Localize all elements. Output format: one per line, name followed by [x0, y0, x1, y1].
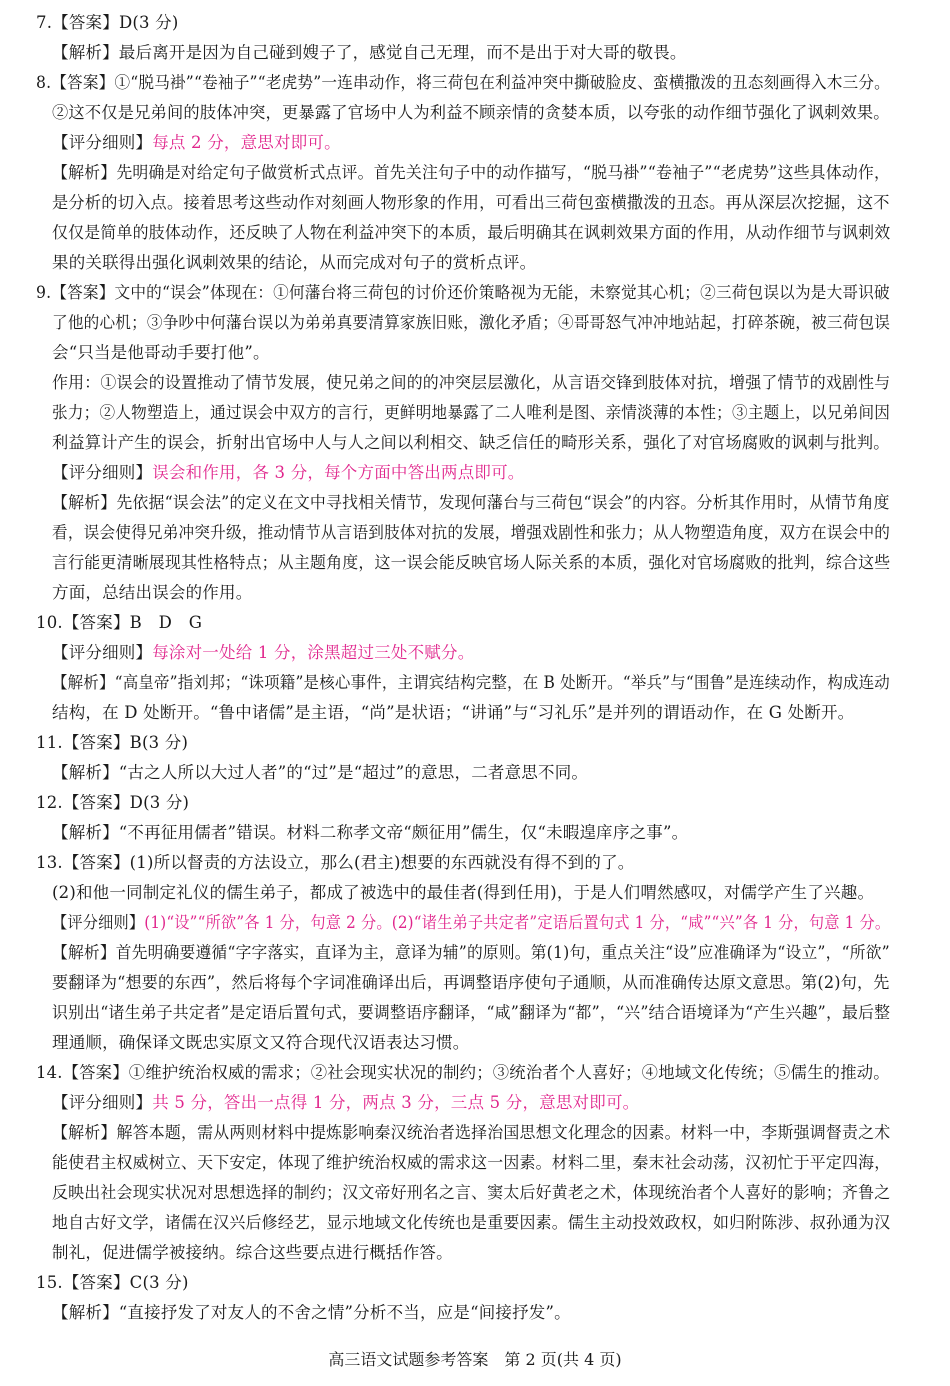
line-text: 【解析】“不再征用儒者”错误。材料二称孝文帝“颇征用”儒生，仅“未暇遑庠序之事”。	[52, 823, 689, 842]
line-text: 9.【答案】文中的“误会”体现在：①何藩台将三荷包的讨价还价策略视为无能，未察觉其心机；②三荷包误以为是大哥识破	[36, 283, 890, 302]
text-line	[52, 821, 688, 845]
text-line	[36, 1271, 189, 1295]
text-line	[36, 791, 189, 815]
line-text: 【评分细则】	[52, 133, 153, 152]
scoring-rule: 共 5 分，答出一点得 1 分，两点 3 分，三点 5 分，意思对即可。	[152, 1093, 640, 1112]
text-line	[52, 401, 890, 425]
line-text: 8.【答案】①“脱马褂”“卷袖子”“老虎势”一连串动作，将三荷包在利益冲突中撕破脸皮、蛮横撒泼的丑态刻画得入木三分。	[36, 73, 890, 92]
line-text: 11.【答案】B(3 分)	[36, 733, 189, 752]
text-line	[52, 761, 588, 785]
text-line	[52, 1001, 890, 1025]
text-line	[52, 881, 874, 905]
line-text: 【解析】先依据“误会法”的定义在文中寻找相关情节，发现何藩台与三荷包“误会”的内容。分析其作用时，从情节角度	[52, 493, 890, 512]
text-line	[52, 581, 252, 605]
text-line	[52, 1121, 890, 1145]
line-text: 制礼，促进儒学被接纳。综合这些要点进行概括作答。	[52, 1243, 453, 1262]
text-line	[52, 1301, 571, 1325]
scoring-rule: 每涂对一处给 1 分，涂黑超过三处不赋分。	[152, 643, 475, 662]
line-text: 能使君主权威树立、天下安定，体现了维护统治权威的需求这一因素。材料二里，秦末社会动荡，汉初忙于平定四海，	[52, 1153, 891, 1172]
text-line	[52, 671, 890, 695]
line-text: 地自古好文学，诸儒在汉兴后修经艺，显示地域文化传统也是重要因素。儒生主动投效政权，如归附陈涉、叔孙通为汉	[52, 1213, 891, 1232]
text-line	[52, 551, 890, 575]
line-text: 【解析】解答本题，需从两则材料中提炼影响秦汉统治者选择治国思想文化理念的因素。材料一中，李斯强调督责之术	[52, 1123, 891, 1142]
line-text: 【解析】“高皇帝”指刘邦；“诛项籍”是核心事件，主谓宾结构完整，在 B 处断开。“举兵”与“围鲁”是连续动作，构成连动	[52, 673, 890, 692]
scoring-rule: 每点 2 分，意思对即可。	[152, 133, 341, 152]
text-line	[52, 101, 890, 125]
line-text: 【评分细则】	[52, 643, 153, 662]
line-text: 【评分细则】	[52, 913, 145, 932]
line-text: 结构，在 D 处断开。“鲁中诸儒”是主语，“尚”是状语；“讲诵”与“习礼乐”是并列的谓语动作，在 G 处断开。	[52, 703, 855, 722]
line-text: 【解析】最后离开是因为自己碰到嫂子了，感觉自己无理，而不是出于对大哥的敬畏。	[52, 43, 687, 62]
line-text: 13.【答案】(1)所以督责的方法设立，那么(君主)想要的东西就没有得不到的了。	[36, 853, 635, 872]
line-text: 看，误会使得兄弟冲突升级，推动情节从言语到肢体对抗的发展，增强戏剧性和张力；从人物塑造角度，双方在误会中的	[52, 523, 891, 542]
text-line	[52, 191, 890, 215]
line-text: 言行能更清晰展现其性格特点；从主题角度，这一误会能反映官场人际关系的本质，强化对官场腐败的批判，综合这些	[52, 553, 891, 572]
scoring-rule: (1)“设”“所欲”各 1 分，句意 2 分。(2)“诸生弟子共定者”定语后置句式 1 分，“咸”“兴”各 1 分，句意 1 分。	[144, 913, 891, 932]
text-line	[52, 431, 890, 455]
text-line	[52, 941, 890, 965]
line-text: 了他的心机；③争吵中何藩台误以为弟弟真要清算家族旧账，激化矛盾；④哥哥怒气冲冲地站起，打碎茶碗，被三荷包误	[52, 313, 891, 332]
line-text: 【解析】首先明确要遵循“字字落实，直译为主，意译为辅”的原则。第(1)句，重点关注“设”应准确译为“设立”，“所欲”	[52, 943, 890, 962]
line-text: 反映出社会现实状况对思想选择的制约；汉文帝好刑名之言、窦太后好黄老之术，体现统治者个人喜好的影响；齐鲁之	[52, 1183, 891, 1202]
line-text: 识别出“诸生弟子共定者”是定语后置句式，要调整语序翻译，“咸”翻译为“都”，“兴”结合语境译为“产生兴趣”，最后整	[52, 1003, 891, 1022]
line-text: 作用：①误会的设置推动了情节发展，使兄弟之间的的冲突层层激化，从言语交锋到肢体对抗，增强了情节的戏剧性与	[52, 373, 891, 392]
text-line	[52, 641, 474, 665]
line-text: 【解析】先明确是对给定句子做赏析式点评。首先关注句子中的动作描写，“脱马褂”“卷袖子”“老虎势”这些具体动作，	[52, 163, 891, 182]
text-line	[52, 521, 890, 545]
text-line	[52, 1091, 639, 1115]
text-line	[36, 731, 188, 755]
scoring-rule: 误会和作用，各 3 分，每个方面中答出两点即可。	[152, 463, 525, 482]
text-line	[52, 971, 890, 995]
line-text: 要翻译为“想要的东西”，然后将每个字词准确译出后，再调整语序使句子通顺，从而准确传达原文意思。第(2)句，先	[52, 973, 890, 992]
line-text: 7.【答案】D(3 分)	[36, 13, 179, 32]
line-text: 理通顺，确保译文既忠实原文又符合现代汉语表达习惯。	[52, 1033, 470, 1052]
line-text: 是分析的切入点。接着思考这些动作对刻画人物形象的作用，可看出三荷包蛮横撒泼的丑态。再从深层次挖掘，这不	[52, 193, 890, 212]
line-text: 【解析】“直接抒发了对友人的不舍之情”分析不当，应是“间接抒发”。	[52, 1303, 571, 1322]
line-text: 会“只当是他哥动手要打他”。	[52, 343, 270, 362]
text-line	[36, 611, 202, 635]
page-footer: 高三语文试题参考答案 第 2 页(共 4 页)	[328, 1350, 622, 1369]
text-line	[52, 161, 890, 185]
text-line	[52, 1031, 470, 1055]
text-line	[52, 1181, 890, 1205]
line-text: 14.【答案】①维护统治权威的需求；②社会现实状况的制约；③统治者个人喜好；④地域文化传统；⑤儒生的推动。	[36, 1063, 890, 1082]
text-line	[52, 371, 890, 395]
line-text: 利益算计产生的误会，折射出官场中人与人之间以利相交、缺乏信任的畸形关系，强化了对官场腐败的讽刺与批判。	[52, 433, 890, 452]
line-text: 15.【答案】C(3 分)	[36, 1273, 189, 1292]
text-line	[52, 221, 890, 245]
text-line	[52, 491, 890, 515]
text-line	[52, 1211, 890, 1235]
line-text: 【解析】“古之人所以大过人者”的“过”是“超过”的意思，二者意思不同。	[52, 763, 589, 782]
line-text: ②这不仅是兄弟间的肢体冲突，更暴露了官场中人为利益不顾亲情的贪婪本质，以夸张的动作细节强化了讽刺效果。	[52, 103, 890, 122]
line-text: 果的关联得出强化讽刺效果的结论，从而完成对句子的赏析点评。	[52, 253, 537, 272]
line-text: 10.【答案】B D G	[36, 613, 203, 632]
line-text: 【评分细则】	[52, 1093, 153, 1112]
text-line	[52, 911, 890, 935]
text-line	[52, 311, 890, 335]
text-line	[52, 341, 270, 365]
line-text: (2)和他一同制定礼仪的儒生弟子，都成了被选中的最佳者(得到任用)，于是人们喟然感叹，对儒学产生了兴趣。	[52, 883, 875, 902]
text-line	[52, 131, 341, 155]
line-text: 仅仅是简单的肢体动作，还反映了人物在利益冲突下的本质，最后明确其在讽刺效果方面的作用，从动作细节与讽刺效	[52, 223, 891, 242]
line-text: 12.【答案】D(3 分)	[36, 793, 190, 812]
text-line	[52, 701, 854, 725]
text-line	[36, 11, 179, 35]
text-line	[36, 71, 890, 95]
text-line	[52, 1241, 453, 1265]
text-line	[52, 251, 536, 275]
line-text: 张力；②人物塑造上，通过误会中双方的言行，更鲜明地暴露了二人唯利是图、亲情淡薄的本性；③主题上，以兄弟间因	[52, 403, 891, 422]
text-line	[52, 41, 687, 65]
line-text: 【评分细则】	[52, 463, 153, 482]
text-line	[36, 281, 890, 305]
text-line	[52, 1151, 890, 1175]
text-line	[52, 461, 525, 485]
line-text: 方面，总结出误会的作用。	[52, 583, 253, 602]
text-line	[36, 851, 635, 875]
text-line	[36, 1061, 890, 1085]
